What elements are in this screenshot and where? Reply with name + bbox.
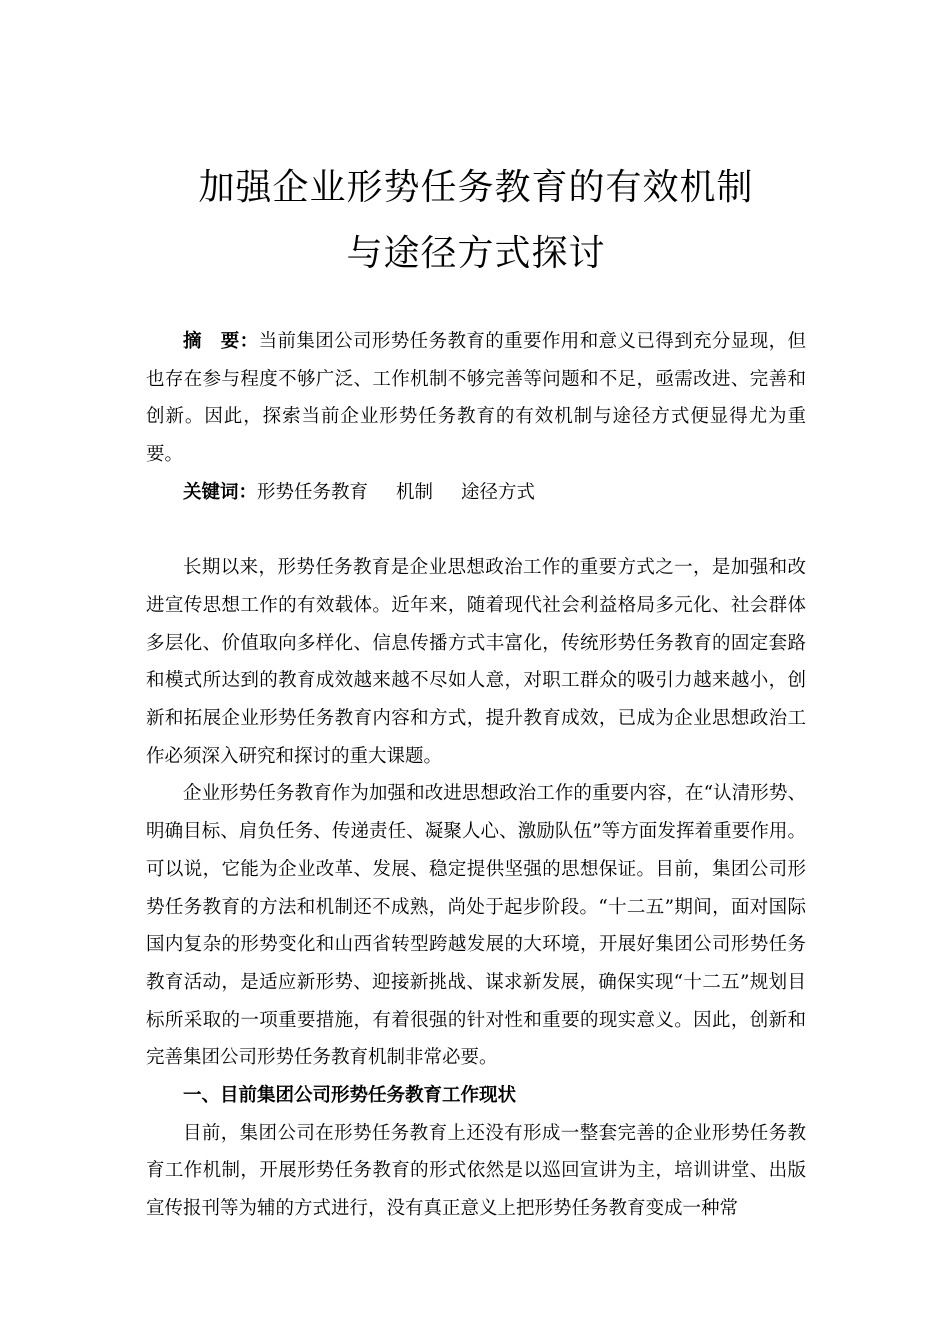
keyword-item: 途径方式 bbox=[461, 481, 536, 503]
body-paragraph: 企业形势任务教育作为加强和改进思想政治工作的重要内容，在“认清形势、明确目标、肩负任务、传递责任、凝聚人心、激励队伍”等方面发挥着重要作用。可以说，它能为企业改革、发展、稳定提供坚强的思想保证。目前，集团公司形势任务教育的方法和机制还不成熟，尚处于起步阶段。“十二五”期间，面对国际国内复杂的形势变化和山西省转型跨越发展的大环境，开展好集团公司形势任务教育活动，是适应新形势、迎接新挑战、谋求新发展，确保实现“十二五”规划目标所采取的一项重要措施，有着很强的针对性和重要的现实意义。因此，创新和完善集团公司形势任务教育机制非常必要。 bbox=[146, 783, 806, 1069]
paragraph-gap bbox=[146, 512, 806, 550]
keyword-item: 形势任务教育 bbox=[257, 481, 369, 503]
section-paragraph: 目前，集团公司在形势任务教育上还没有形成一整套完善的企业形势任务教育工作机制，开展形势任务教育的形式依然是以巡回宣讲为主，培训讲堂、出版宣传报刊等为辅的方式进行，没有真正意义上把形势任务教育变成一种常 bbox=[146, 1122, 806, 1220]
abstract-label: 摘 要： bbox=[183, 331, 259, 352]
abstract-paragraph bbox=[146, 323, 806, 474]
title-line-1: 加强企业形势任务教育的有效机制 bbox=[198, 167, 754, 208]
title-line-2: 与途径方式探讨 bbox=[346, 233, 606, 274]
keywords-paragraph bbox=[146, 474, 806, 512]
document-body bbox=[146, 323, 806, 1228]
section-heading: 一、目前集团公司形势任务教育工作现状 bbox=[183, 1085, 517, 1107]
body-paragraph: 长期以来，形势任务教育是企业思想政治工作的重要方式之一，是加强和改进宣传思想工作的有效载体。近年来，随着现代社会利益格局多元化、社会群体多层化、价值取向多样化、信息传播方式丰富化，传统形势任务教育的固定套路和模式所达到的教育成效越来越不尽如人意，对职工群众的吸引力越来越小，创新和拓展企业形势任务教育内容和方式，提升教育成效，已成为企业思想政治工作必须深入研究和探讨的重大课题。 bbox=[146, 557, 806, 767]
abstract-text: 当前集团公司形势任务教育的重要作用和意义已得到充分显现，但也存在参与程度不够广泛、工作机制不够完善等问题和不足，亟需改进、完善和创新。因此，探索当前企业形势任务教育的有效机制与途径方式便显得尤为重要。 bbox=[146, 331, 806, 466]
keywords-label: 关键词： bbox=[183, 481, 258, 503]
keyword-item: 机制 bbox=[396, 481, 434, 503]
